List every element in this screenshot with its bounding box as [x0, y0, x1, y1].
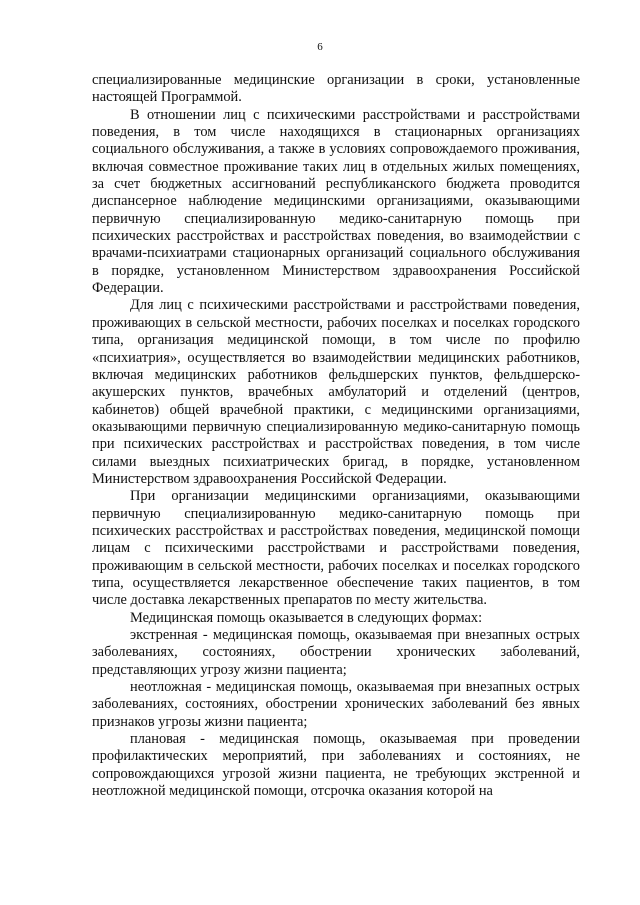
paragraph: В отношении лиц с психическими расстройствами и расстройствами поведения, в том числе находящихся в стационарных организациях социального обслуживания, а также в условиях сопровождаемого проживания, включая совместное проживание таких лиц в отдельных жилых помещениях, за счет бюджетных ассигнований республиканского бюджета проводится диспансерное наблюдение медицинскими организациями, оказывающими первичную специализированную медико-санитарную помощь при психических расстройствах и расстройствах поведения, во взаимодействии с врачами-психиатрами стационарных организаций социального обслуживания в порядке, установленном Министерством здравоохранения Российской Федерации. — [92, 106, 580, 297]
paragraph: Для лиц с психическими расстройствами и расстройствами поведения, проживающих в сельской местности, рабочих поселках и поселках городского типа, организация медицинской помощи, в том числе по профилю «психиатрия», осуществляется во взаимодействии медицинских работников, включая медицинских работников фельдшерских пунктов, фельдшерско-акушерских пунктов, врачебных амбулаторий и отделений (центров, кабинетов) общей врачебной практики, с медицинскими организациями, оказывающими первичную специализированную медико-санитарную помощь при психических расстройствах и расстройствах поведения, в том числе силами выездных психиатрических бригад, в порядке, установленном Министерством здравоохранения Российской Федерации. — [92, 297, 580, 487]
page-number: 6 — [317, 41, 323, 53]
paragraph: При организации медицинскими организациями, оказывающими первичную специализированную медико-санитарную помощь при психических расстройствах и расстройствах поведения, медицинской помощи лицам с психическими расстройствами и расстройствами поведения, проживающим в сельской местности, рабочих поселках и поселках городского типа, осуществляется лекарственное обеспечение таких пациентов, в том числе доставка лекарственных препаратов по месту жительства. — [92, 488, 580, 609]
paragraph: специализированные медицинские организации в сроки, установленные настоящей Программой. — [92, 72, 580, 106]
paragraph: плановая - медицинская помощь, оказываемая при проведении профилактических мероприятий, при заболеваниях и состояниях, не сопровождающихся угрозой жизни пациента, не требующих экстренной и неотложной медицинской помощи, отсрочка оказания которой на — [92, 731, 580, 800]
paragraph: экстренная - медицинская помощь, оказываемая при внезапных острых заболеваниях, состояниях, обострении хронических заболеваний, представляющих угрозу жизни пациента; — [92, 627, 580, 678]
paragraph: неотложная - медицинская помощь, оказываемая при внезапных острых заболеваниях, состояниях, обострении хронических заболеваний без явных признаков угрозы жизни пациента; — [92, 679, 580, 730]
document-body — [92, 72, 580, 800]
paragraph: Медицинская помощь оказывается в следующих формах: — [130, 609, 483, 626]
